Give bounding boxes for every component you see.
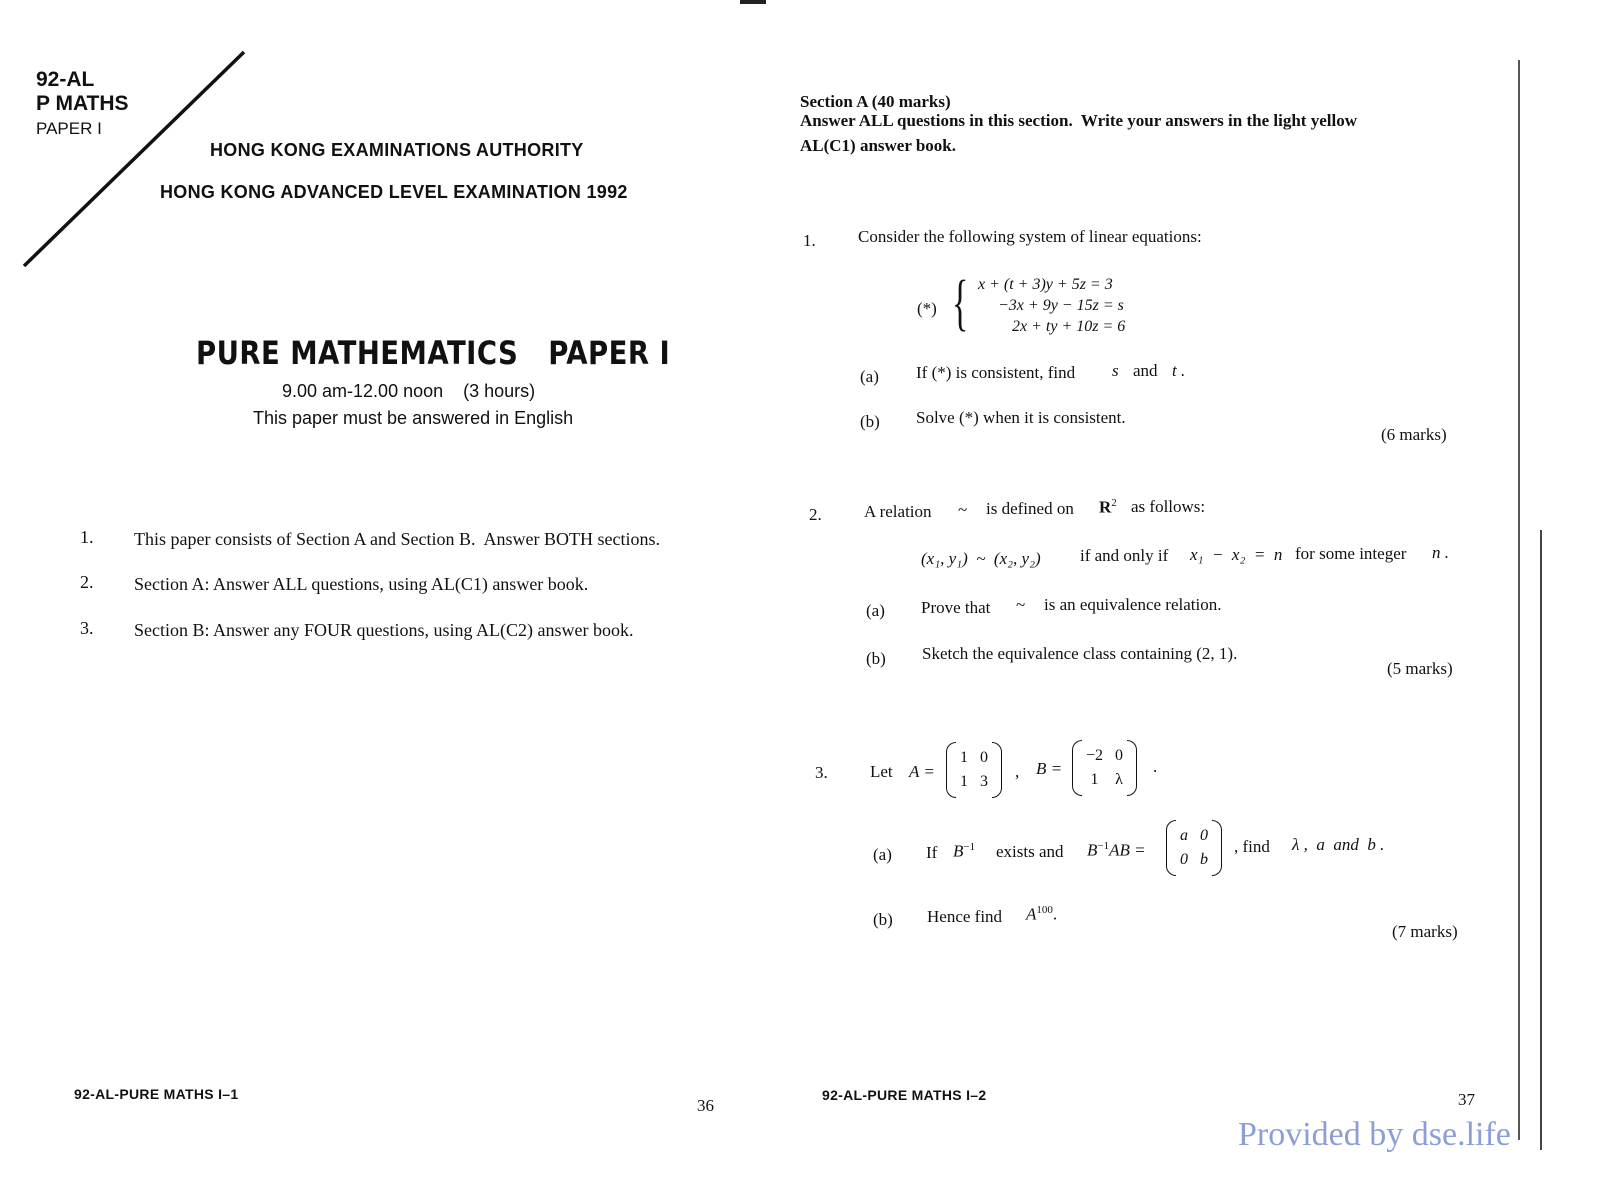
matrix-entry: 0 (980, 749, 988, 766)
matrix-entry: b (1200, 851, 1208, 868)
matrix-bracket-left (946, 742, 956, 798)
instruction-number: 2. (80, 572, 94, 592)
part-label: (a) (866, 601, 885, 620)
matrix-entry: a (1180, 827, 1188, 844)
matrix-a (946, 742, 1002, 798)
condition-integer: for some integer (1295, 544, 1407, 563)
period: . (1153, 757, 1158, 776)
superscript: −1 (963, 841, 976, 853)
part-label: (a) (873, 845, 892, 864)
condition-difference: x₁ − x₂ = n (1190, 545, 1283, 564)
question-stem-1: A relation (864, 502, 932, 521)
condition-iff: if and only if (1080, 546, 1169, 565)
paper-code-line3: PAPER I (36, 119, 102, 138)
var-n: n . (1432, 543, 1449, 562)
authority-heading: HONG KONG EXAMINATIONS AUTHORITY (210, 140, 584, 160)
instruction-text: Section B: Answer any FOUR questions, using AL(C2) answer book. (134, 620, 634, 640)
matrix-bracket-left (1072, 740, 1082, 796)
matrix-entry: 0 (1180, 851, 1188, 868)
matrix-bracket-right (992, 742, 1002, 798)
equation-3: 2x + ty + 10z = 6 (1012, 318, 1126, 335)
left-page-number: 36 (697, 1096, 714, 1115)
right-footer: 92-AL-PURE MATHS I–2 (822, 1087, 987, 1103)
matrix-bracket-right (1127, 740, 1137, 796)
matrix-diagonal (1166, 820, 1222, 876)
question-number: 3. (815, 763, 828, 782)
equation-2: −3x + 9y − 15z = s (998, 297, 1124, 314)
tilde-symbol: ~ (1016, 595, 1026, 614)
instruction-text: Section A: Answer ALL questions, using AL(C1) answer book. (134, 574, 589, 594)
similarity-expression: $B^{-1}AB$ = (1087, 840, 1146, 860)
matrix-bracket-left (1166, 820, 1176, 876)
exam-time: 9.00 am-12.00 noon (3 hours) (282, 381, 536, 401)
condition-pairs: (x₁, y₁) ~ (x₂, y₂) (921, 549, 1041, 568)
matrix-entry: −2 (1086, 747, 1104, 764)
section-heading: Section A (40 marks) (800, 92, 951, 111)
watermark: Provided by dse.life (1238, 1116, 1511, 1153)
instruction-number: 1. (80, 527, 94, 547)
section-instruction-2: AL(C1) answer book. (800, 136, 957, 155)
part-a-text-2: is an equivalence relation. (1044, 595, 1222, 614)
find-text: , find (1234, 837, 1270, 856)
part-b-text: Sketch the equivalence class containing (2, 1). (922, 644, 1238, 663)
binding-edge (1540, 530, 1542, 1150)
part-a-text-1: Prove that (921, 598, 991, 617)
scan-mark (740, 0, 766, 4)
matrix-entry: 1 (960, 773, 968, 790)
tilde-symbol: ~ (958, 500, 968, 519)
matrix-a-label: A = (909, 762, 935, 781)
matrix-entry: 1 (1090, 771, 1099, 788)
paper-code-line1: 92-AL (36, 68, 95, 91)
marks: (5 marks) (1387, 659, 1453, 678)
matrix-entry: 0 (1200, 827, 1208, 844)
matrix-entry: 1 (960, 749, 968, 766)
part-label: (b) (873, 910, 893, 929)
matrix-entry: λ (1115, 771, 1123, 788)
matrix-bracket-right (1212, 820, 1222, 876)
equation-1: x + (t + 3)y + 5z = 3 (978, 276, 1113, 293)
instruction-number: 3. (80, 618, 94, 638)
right-page-number: 37 (1458, 1090, 1475, 1109)
matrix-b-label: B = (1036, 759, 1063, 778)
section-instruction-1: Answer ALL questions in this section. Write your answers in the light yellow (800, 111, 1357, 130)
language-note: This paper must be answered in English (253, 408, 574, 428)
part-label: (b) (860, 412, 880, 431)
matrix-entry: 0 (1115, 747, 1124, 764)
left-brace: { (952, 269, 969, 337)
part-label: (b) (866, 649, 886, 668)
paper-title: PURE MATHEMATICS PAPER I (196, 334, 671, 372)
marks: (6 marks) (1381, 425, 1447, 444)
comma: , (1015, 762, 1020, 781)
system-label: (*) (917, 299, 937, 318)
question-number: 1. (803, 231, 816, 250)
part-b-text: Solve (*) when it is consistent. (916, 408, 1126, 427)
var-t: t . (1172, 361, 1186, 380)
instruction-text: This paper consists of Section A and Section B. Answer BOTH sections. (134, 529, 660, 549)
b-inverse: $B^{-1}$ (953, 841, 976, 861)
superscript: 2 (1111, 497, 1117, 509)
var-s: s (1112, 361, 1119, 380)
question-stem-3: as follows: (1131, 497, 1206, 516)
let-text: Let (870, 762, 893, 781)
if-text: If (926, 843, 938, 862)
r-symbol: $R^2$ (1099, 497, 1117, 517)
question-stem-2: is defined on (986, 499, 1074, 518)
exam-heading: HONG KONG ADVANCED LEVEL EXAMINATION 1992 (160, 182, 628, 202)
paper-code-line2: P MATHS (36, 92, 129, 115)
matrix-b (1072, 740, 1137, 796)
a-power: $A^{100}$. (1026, 904, 1058, 924)
part-label: (a) (860, 367, 879, 386)
unknowns: λ , a and b . (1292, 835, 1385, 854)
left-footer: 92-AL-PURE MATHS I–1 (74, 1086, 239, 1102)
question-number: 2. (809, 505, 822, 524)
matrix-entry: 3 (980, 773, 988, 790)
exists-text: exists and (996, 842, 1064, 861)
part-b-text: Hence find (927, 907, 1003, 926)
binding-edge (1518, 60, 1520, 1140)
and-text: and (1133, 361, 1158, 380)
question-stem: Consider the following system of linear equations: (858, 227, 1202, 246)
superscript: −1 (1097, 840, 1110, 852)
marks: (7 marks) (1392, 922, 1458, 941)
superscript: 100 (1036, 904, 1053, 916)
part-a-text: If (*) is consistent, find (916, 363, 1076, 382)
